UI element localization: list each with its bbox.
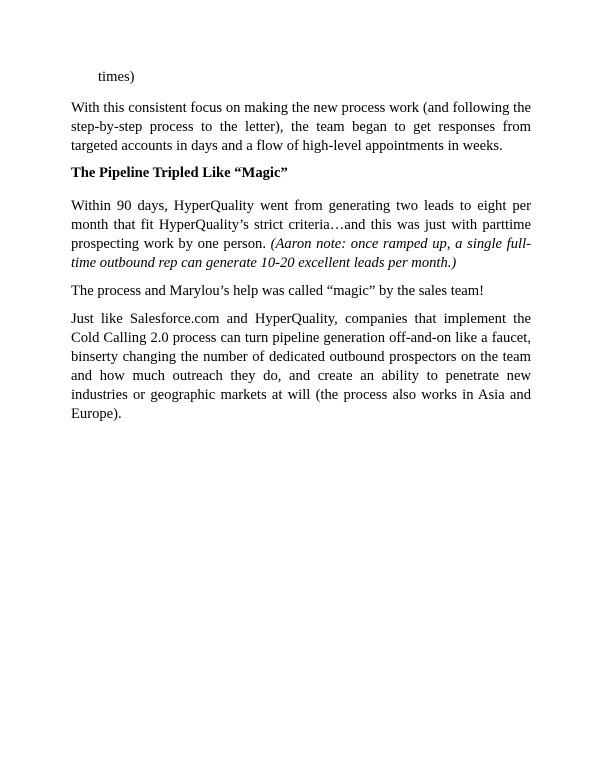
paragraph-results <box>71 197 531 273</box>
paragraph-focus: With this consistent focus on making the new process work (and following the step-by-step process to the letter), the team began to get responses from targeted accounts in days and a flow of high-level appointments in weeks. <box>71 100 531 154</box>
paragraph-conclusion: Just like Salesforce.com and HyperQuality, companies that implement the Cold Calling 2.0 process can turn pipeline generation off-and-on like a faucet, binserty changing the number of dedicated outbound prospectors on the team and how much outreach they do, and create an ability to penetrate new industries or geographic markets at will (the process also works in Asia and Europe). <box>71 311 531 422</box>
list-item-continuation: times) <box>98 69 135 85</box>
paragraph-magic: The process and Marylou’s help was called “magic” by the sales team! <box>71 283 484 299</box>
paragraph-results-text: Within 90 days, HyperQuality went from generating two leads to eight per month that fit HyperQuality’s strict criteria…and this was just with parttime prospecting work by one person. <box>71 198 531 252</box>
section-heading: The Pipeline Tripled Like “Magic” <box>71 165 288 181</box>
author-note: (Aaron note: once ramped up, a single full-time outbound rep can generate 10-20 excellent leads per month.) <box>71 236 531 271</box>
